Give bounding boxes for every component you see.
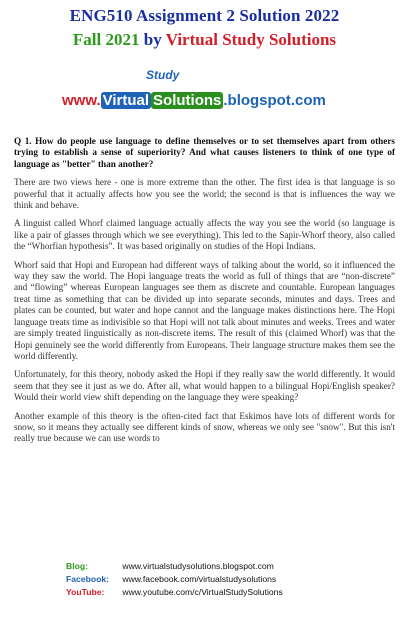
page-subtitle	[0, 30, 409, 50]
footer-youtube-link[interactable]: www.youtube.com/c/VirtualStudySolutions	[122, 587, 283, 597]
paragraph-4: Unfortunately, for this theory, nobody asked the Hopi if they really saw the world differently. It would seem that they see it just as we do. After all, what would happen to a bilingual Hopi/English speaker? Would their world view shift depending on the language they were speaking?	[14, 369, 395, 403]
logo-solutions: Solutions	[153, 92, 222, 109]
paragraph-5: Another example of this theory is the often-cited fact that Eskimos have lots of different words for snow, so it means they actually see different kinds of snow, whereas we only see "snow". But this isn't really true because we can use words to	[14, 410, 395, 444]
paragraph-3: Whorf said that Hopi and European had different ways of talking about the world, so it influenced the way they saw the world. The Hopi language treats the world as full of things that are “non-discrete” and “flowing” whereas European languages see them as discrete and countable. European languages treat time as something that can be divided up into separate seconds, minutes and days. Trees and plates can be counted, but water and hope cannot and the language makes distinctions here. The Hopi language treats time as indivisible so that Hopi will not talk about minutes and weeks. Trees and water are simply treated linguistically as non-discrete items. The result of this (claimed Whorf) was that the Hopi genuinely see the world differently from Europeans. Their language structure makes them see the world differently.	[14, 259, 395, 361]
logo-virtual: Virtual	[102, 92, 150, 109]
paragraph-2: A linguist called Whorf claimed language actually affects the way you see the world (so language is like a pair of glasses through which we see everything). This led to the Sapir-Whorf theory, also called the “Whorfian hypothesis”. It was based originally on studies of the Hopi Indians.	[14, 218, 395, 252]
footer-blog-row	[66, 560, 283, 573]
footer-facebook-label: Facebook:	[66, 574, 109, 584]
question-text: Q 1. How do people use language to define themselves or to set themselves apart from others trying to establish a sense of superiority? And what causes listeners to think of one type of language as "better" than another?	[14, 136, 395, 169]
footer-youtube-row	[66, 586, 283, 599]
site-logo	[62, 92, 326, 109]
footer-blog-link[interactable]: www.virtualstudysolutions.blogspot.com	[122, 561, 274, 571]
subtitle-by: by	[143, 30, 162, 49]
logo-www: www.	[62, 92, 101, 109]
page-title: ENG510 Assignment 2 Solution 2022	[69, 6, 340, 25]
paragraph-1: There are two views here - one is more extreme than the other. The first idea is that language is so powerful that it actually affects how you see the world; the second is that is influences the way we think and behave.	[14, 177, 395, 211]
footer-blog-label: Blog:	[66, 561, 88, 571]
footer-facebook-row	[66, 573, 283, 586]
document-body	[14, 136, 395, 452]
footer-links	[66, 560, 283, 599]
footer-youtube-label: YouTube:	[66, 587, 105, 597]
footer-facebook-link[interactable]: www.facebook.com/virtualstudysolutions	[122, 574, 277, 584]
logo-domain: .blogspot.com	[223, 92, 326, 109]
logo-badge: Study	[146, 68, 180, 82]
subtitle-brand: Virtual Study Solutions	[165, 30, 337, 49]
subtitle-term: Fall 2021	[72, 30, 140, 49]
